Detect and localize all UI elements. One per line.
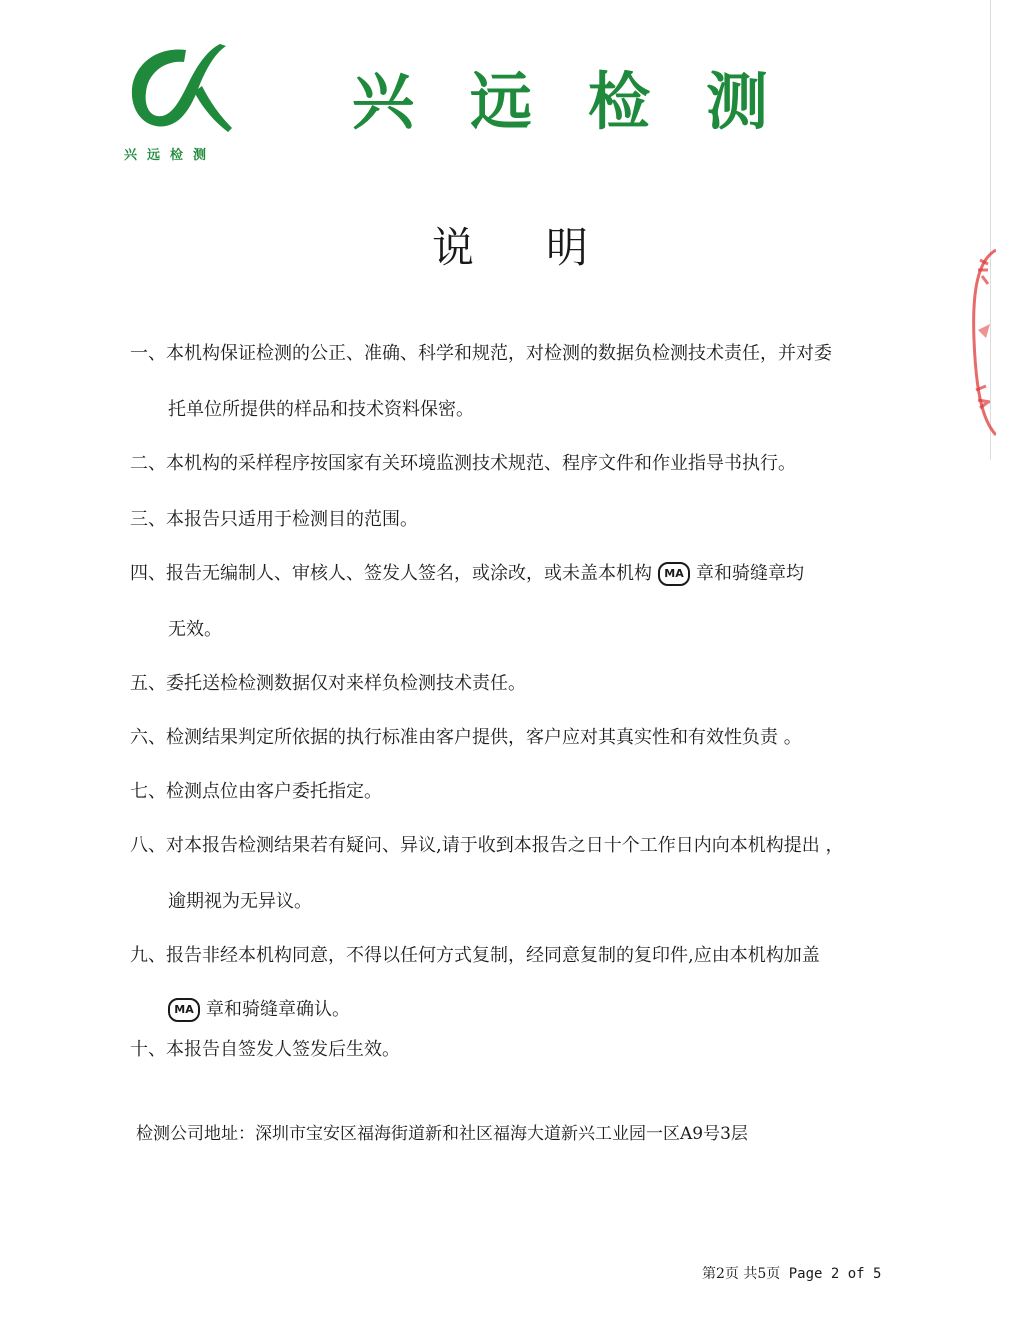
list-item — [130, 672, 526, 696]
company-logo — [124, 40, 236, 170]
seal-stamp-icon — [966, 240, 996, 440]
page-number-en: Page 2 of 5 — [788, 1266, 882, 1282]
company-address: 检测公司地址：深圳市宝安区福海街道新和社区福海大道新兴工业园一区A9号3层 — [136, 1124, 748, 1144]
list-item-continuation: 无效。 — [168, 619, 222, 640]
brand-name: 兴远检测 — [352, 65, 825, 138]
item-number: 一、 — [130, 343, 166, 364]
item-number: 十、 — [130, 1039, 166, 1060]
item-text: 报告无编制人、审核人、签发人签名，或涂改，或未盖本机构 — [166, 563, 652, 584]
item-text: 本报告只适用于检测目的范围。 — [166, 509, 418, 530]
item-number: 五、 — [130, 673, 166, 694]
list-item — [130, 834, 843, 858]
item-text: 本机构的采样程序按国家有关环境监测技术规范、程序文件和作业指导书执行。 — [166, 453, 796, 474]
page-number-cn: 第2页 共5页 — [702, 1266, 781, 1282]
list-item — [130, 726, 802, 750]
item-number: 四、 — [130, 563, 166, 584]
list-item-continuation: 托单位所提供的样品和技术资料保密。 — [168, 399, 474, 420]
item-text: 章和骑缝章均 — [696, 563, 804, 584]
list-item — [130, 1038, 400, 1062]
list-item — [130, 342, 832, 366]
item-text: 检测点位由客户委托指定。 — [166, 781, 382, 802]
item-text: 本机构保证检测的公正、准确、科学和规范，对检测的数据负检测技术责任，并对委 — [166, 343, 832, 364]
cma-mark-icon: MA — [658, 562, 690, 586]
item-number: 七、 — [130, 781, 166, 802]
page-title: 说明 — [432, 223, 661, 272]
logo-caption: 兴远检测 — [124, 148, 217, 163]
item-text: 章和骑缝章确认。 — [206, 999, 350, 1020]
list-item — [130, 944, 820, 968]
logo-emblem-icon — [124, 40, 236, 144]
item-number: 二、 — [130, 453, 166, 474]
list-item — [130, 452, 796, 476]
item-number: 六、 — [130, 727, 166, 748]
item-number: 九、 — [130, 945, 166, 966]
item-text: 报告非经本机构同意，不得以任何方式复制，经同意复制的复印件,应由本机构加盖 — [166, 945, 820, 966]
list-item — [130, 562, 804, 586]
item-text: 委托送检检测数据仅对来样负检测技术责任。 — [166, 673, 526, 694]
item-number: 八、 — [130, 835, 166, 856]
list-item — [130, 508, 418, 532]
list-item-continuation: 逾期视为无异议。 — [168, 891, 312, 912]
list-item — [130, 780, 382, 804]
item-number: 三、 — [130, 509, 166, 530]
item-text: 本报告自签发人签发后生效。 — [166, 1039, 400, 1060]
item-text: 对本报告检测结果若有疑问、异议,请于收到本报告之日十个工作日内向本机构提出 ， — [166, 835, 844, 856]
cma-mark-icon: MA — [168, 998, 200, 1022]
item-text: 检测结果判定所依据的执行标准由客户提供，客户应对其真实性和有效性负责 。 — [166, 727, 802, 748]
page-footer — [702, 1264, 881, 1284]
list-item-continuation — [168, 998, 350, 1022]
